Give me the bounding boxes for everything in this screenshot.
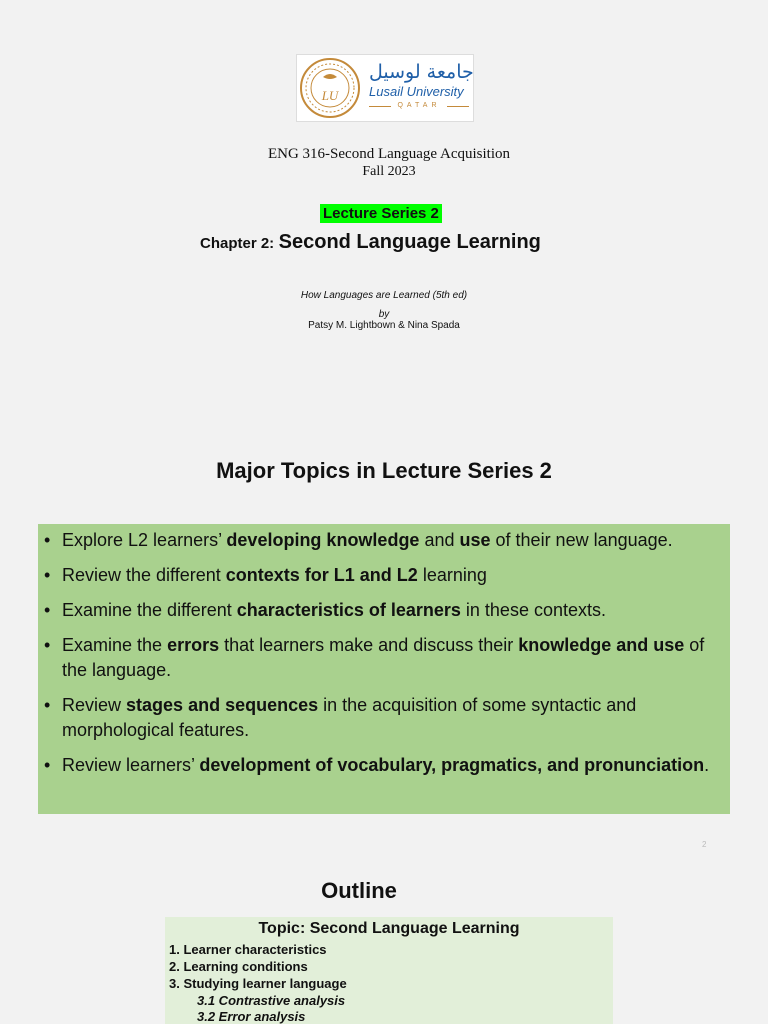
topic-bullet-text: of the language. (62, 635, 705, 680)
chapter-title: Second Language Learning (278, 231, 541, 253)
topic-bullet-emphasis: use (459, 530, 491, 550)
major-topics-title: Major Topics in Lecture Series 2 (216, 458, 552, 483)
outline-item: 2. Learning conditions (169, 959, 308, 974)
university-seal-icon (299, 57, 361, 119)
topic-bullet-text: that learners make and discuss their (219, 635, 519, 655)
term: Fall 2023 (362, 164, 416, 179)
topic-bullet-emphasis: errors (167, 635, 220, 655)
topic-bullet (62, 753, 718, 778)
lecture-series-label: Lecture Series 2 (320, 204, 442, 223)
outline-box (165, 917, 613, 1024)
outline-item: 1. Learner characteristics (169, 942, 327, 957)
topic-bullet-text: and (419, 530, 460, 550)
topic-bullet (62, 693, 718, 743)
topic-bullet (62, 598, 718, 623)
page-number: 2 (702, 840, 707, 849)
seal-initials: LU (321, 88, 339, 103)
topic-bullet-emphasis: characteristics of learners (236, 600, 461, 620)
topic-bullet-text: Examine the (62, 635, 168, 655)
topic-bullet-emphasis: stages and sequences (126, 695, 319, 715)
topic-bullet-emphasis: developing knowledge (226, 530, 420, 550)
outline-subitem: 3.1 Contrastive analysis (197, 993, 346, 1008)
topic-bullet-text: Review the different (62, 565, 226, 585)
outline-subitem: 3.2 Error analysis (197, 1009, 306, 1024)
topic-bullet-text: Review (62, 695, 127, 715)
course-title: ENG 316-Second Language Acquisition (267, 146, 511, 162)
topic-bullet-text: in these contexts. (460, 600, 606, 620)
authors: Patsy M. Lightbown & Nina Spada (308, 320, 460, 331)
book-title: How Languages are Learned (5th ed) (300, 290, 468, 301)
topic-bullet (62, 633, 718, 683)
topic-bullet-emphasis: knowledge and use (518, 635, 685, 655)
outline-title: Outline (321, 878, 397, 903)
outline-topic: Topic: Second Language Learning (258, 920, 520, 937)
chapter-label: Chapter 2: (200, 235, 275, 252)
topic-bullet-text: Review learners’ (62, 755, 200, 775)
topic-bullet-text: . (704, 755, 710, 775)
university-logo (296, 54, 474, 122)
topic-bullet-text: in the acquisition of some syntactic and morphological features. (62, 695, 637, 740)
logo-english-name: Lusail University (369, 84, 464, 99)
chapter-heading (200, 231, 541, 254)
topic-bullet-text: Explore L2 learners’ (62, 530, 227, 550)
topic-bullet-text: of their new language. (490, 530, 673, 550)
logo-arabic-name: جامعة لوسيل (369, 61, 474, 83)
topic-bullet-emphasis: contexts for L1 and L2 (225, 565, 418, 585)
logo-country: QATAR (369, 102, 469, 109)
topic-bullet (62, 563, 718, 588)
topic-bullet-text: Examine the different (62, 600, 237, 620)
topic-bullet-emphasis: development of vocabulary, pragmatics, and pronunciation (199, 755, 705, 775)
outline-item: 3. Studying learner language (169, 976, 347, 991)
topic-bullet-text: learning (417, 565, 487, 585)
by-label: by (378, 309, 390, 320)
topics-box (38, 524, 730, 814)
topics-list (38, 524, 730, 778)
topic-bullet (62, 528, 718, 553)
